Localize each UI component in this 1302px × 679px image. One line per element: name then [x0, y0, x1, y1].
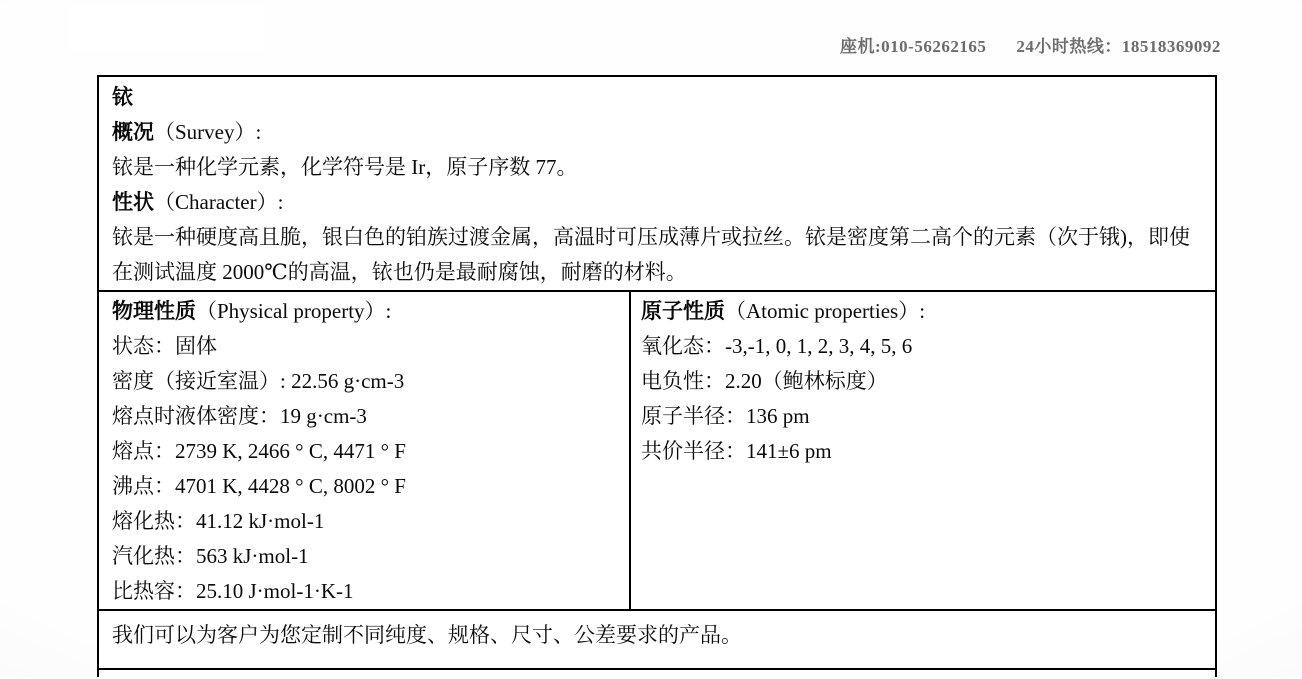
physical-heading-zh: 物理性质 — [112, 299, 196, 323]
properties-section — [99, 292, 1215, 611]
custom-note-text: 我们可以为客户为您定制不同纯度、规格、尺寸、公差要求的产品。 — [112, 623, 742, 647]
physical-row-melting-point: 熔点：2739 K, 2466 ° C, 4471 ° F — [112, 439, 406, 463]
survey-heading — [112, 115, 1202, 150]
atomic-row-covalent-radius: 共价半径：141±6 pm — [641, 439, 832, 463]
character-text: 铱是一种硬度高且脆，银白色的铂族过渡金属，高温时可压成薄片或拉丝。铱是密度第二高个的元素（次于锇)，即使在测试温度 2000℃的高温，铱也仍是最耐腐蚀，耐磨的材料。 — [112, 225, 1190, 284]
physical-row-heat-of-vaporization: 汽化热：563 kJ·mol-1 — [112, 544, 309, 568]
character-heading — [112, 185, 1202, 220]
survey-heading-zh: 概况 — [112, 120, 154, 144]
physical-row-density: 密度（接近室温）: 22.56 g·cm-3 — [112, 369, 405, 393]
element-title: 铱 — [112, 85, 133, 109]
hotline-number: 24小时热线：18518369092 — [1016, 37, 1221, 56]
character-heading-en: （Character）: — [154, 190, 284, 214]
next-row-partial — [99, 670, 1215, 679]
scan-artifact — [68, 4, 266, 52]
atomic-heading-en: （Atomic properties）: — [725, 299, 926, 323]
survey-heading-en: （Survey）: — [154, 120, 262, 144]
physical-row-heat-of-fusion: 熔化热：41.12 kJ·mol-1 — [112, 509, 325, 533]
physical-row-liquid-density: 熔点时液体密度：19 g·cm-3 — [112, 404, 367, 428]
atomic-row-oxidation-states: 氧化态：-3,-1, 0, 1, 2, 3, 4, 5, 6 — [641, 334, 913, 358]
element-info-table — [97, 75, 1217, 677]
overview-section — [99, 77, 1215, 292]
atomic-row-electronegativity: 电负性：2.20（鲍林标度） — [641, 369, 888, 393]
atomic-row-atomic-radius: 原子半径：136 pm — [641, 404, 810, 428]
character-heading-zh: 性状 — [112, 190, 154, 214]
physical-row-state: 状态：固体 — [112, 334, 217, 358]
physical-row-specific-heat: 比热容：25.10 J·mol-1·K-1 — [112, 579, 354, 603]
atomic-heading — [641, 294, 1203, 329]
landline-number: 座机:010-56262165 — [840, 37, 987, 56]
atomic-heading-zh: 原子性质 — [641, 299, 725, 323]
survey-text: 铱是一种化学元素，化学符号是 Ir，原子序数 77。 — [112, 155, 578, 179]
custom-note-section — [99, 611, 1215, 670]
physical-heading — [112, 294, 617, 329]
physical-heading-en: （Physical property）: — [196, 299, 392, 323]
physical-properties-cell — [99, 292, 631, 609]
contact-info — [840, 32, 1221, 57]
atomic-properties-cell — [631, 292, 1215, 609]
physical-row-boiling-point: 沸点：4701 K, 4428 ° C, 8002 ° F — [112, 474, 406, 498]
